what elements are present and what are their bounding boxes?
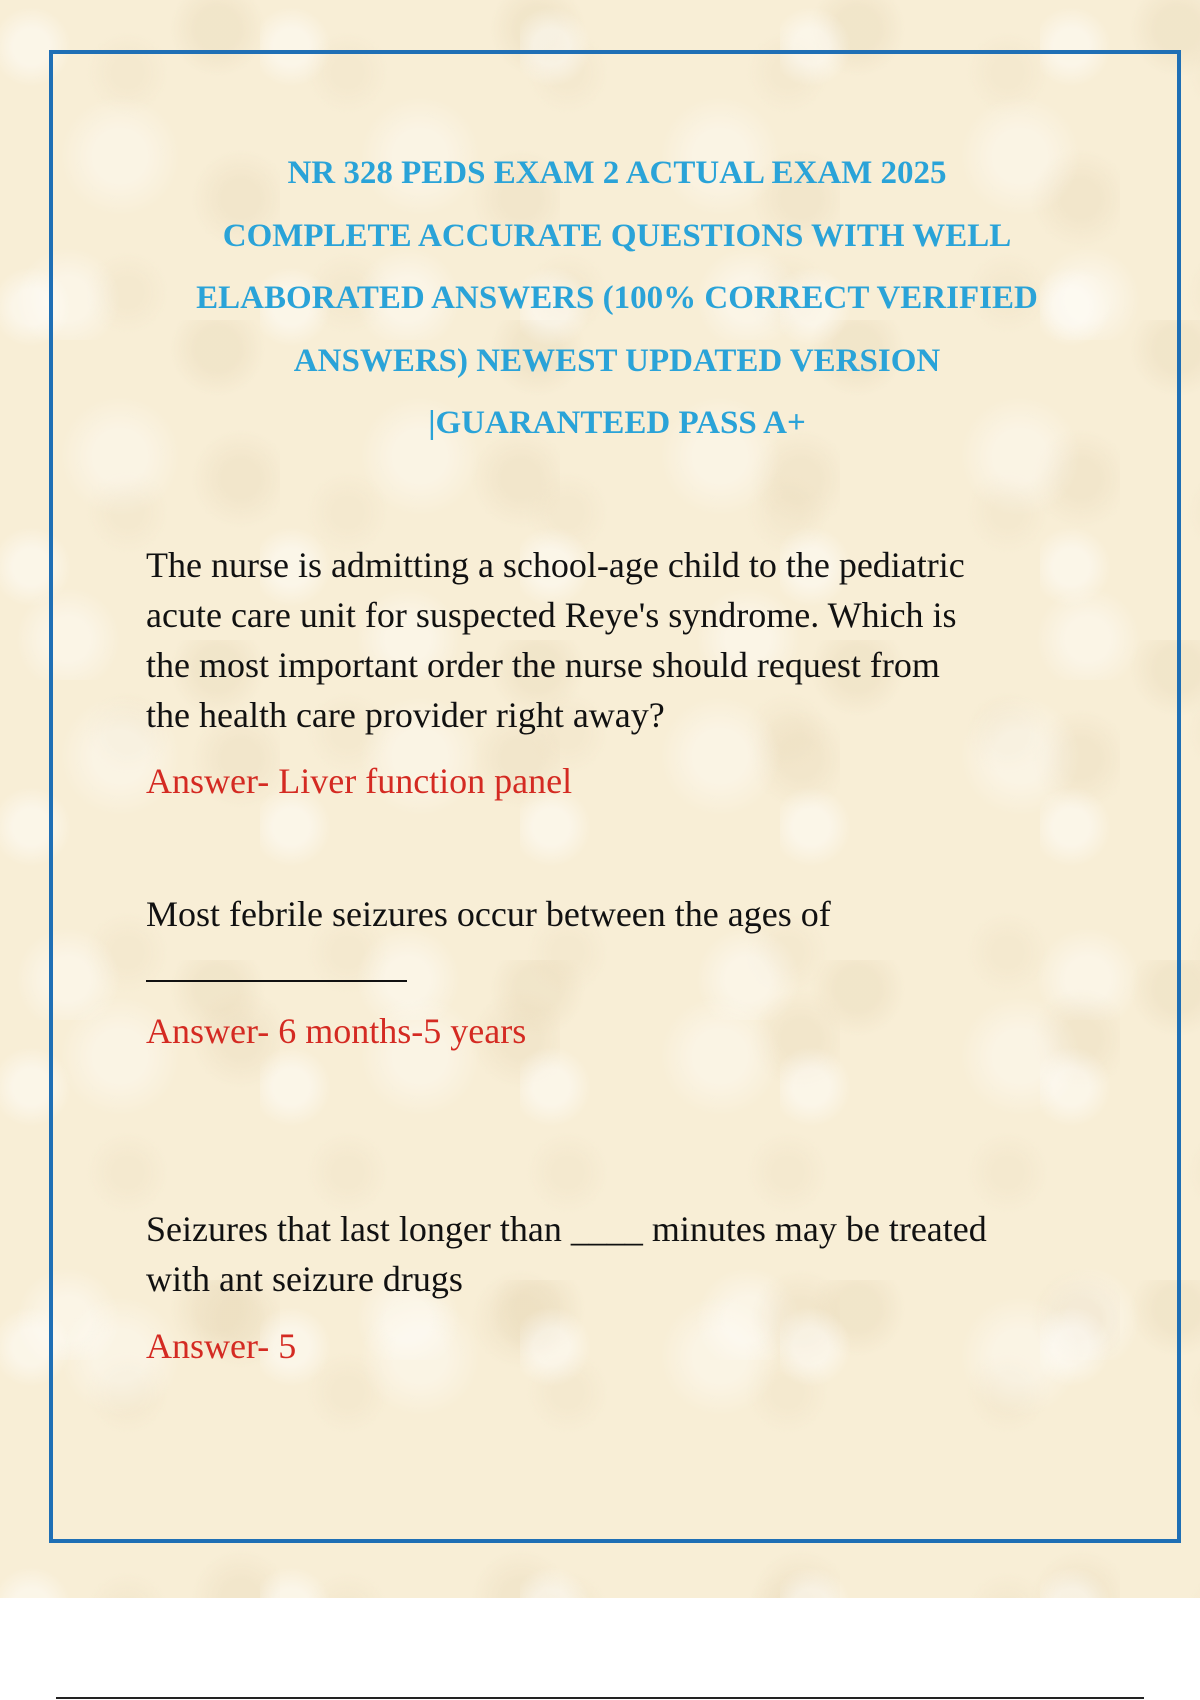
question-line: Most febrile seizures occur between the ages of [146,894,831,934]
fill-in-blank-line [146,980,407,982]
title-line: NR 328 PEDS EXAM 2 ACTUAL EXAM 2025 [287,155,947,191]
title-line: |GUARANTEED PASS A+ [428,405,806,441]
question-line: the most important order the nurse should request from [146,645,940,685]
title-line: ANSWERS) NEWEST UPDATED VERSION [293,342,941,379]
question-2-answer: Answer- 6 months-5 years [146,1011,527,1051]
question-2-text [146,889,1106,939]
question-3-text [146,1204,1106,1304]
question-line: with ant seizure drugs [146,1259,463,1299]
question-line: acute care unit for suspected Reye's syndrome. Which is [146,595,957,635]
question-line: the health care provider right away? [146,695,665,735]
question-1-text [146,540,1106,740]
question-3-answer: Answer- 5 [146,1326,297,1366]
title-line: ELABORATED ANSWERS (100% CORRECT VERIFIED [196,280,1038,316]
footer-rule [56,1697,1144,1699]
title-line: COMPLETE ACCURATE QUESTIONS WITH WELL [222,217,1012,254]
document-title [120,142,1114,455]
question-line: The nurse is admitting a school-age child to the pediatric [146,545,965,585]
question-1-answer: Answer- Liver function panel [146,761,573,801]
question-line: Seizures that last longer than ____ minutes may be treated [146,1209,987,1249]
